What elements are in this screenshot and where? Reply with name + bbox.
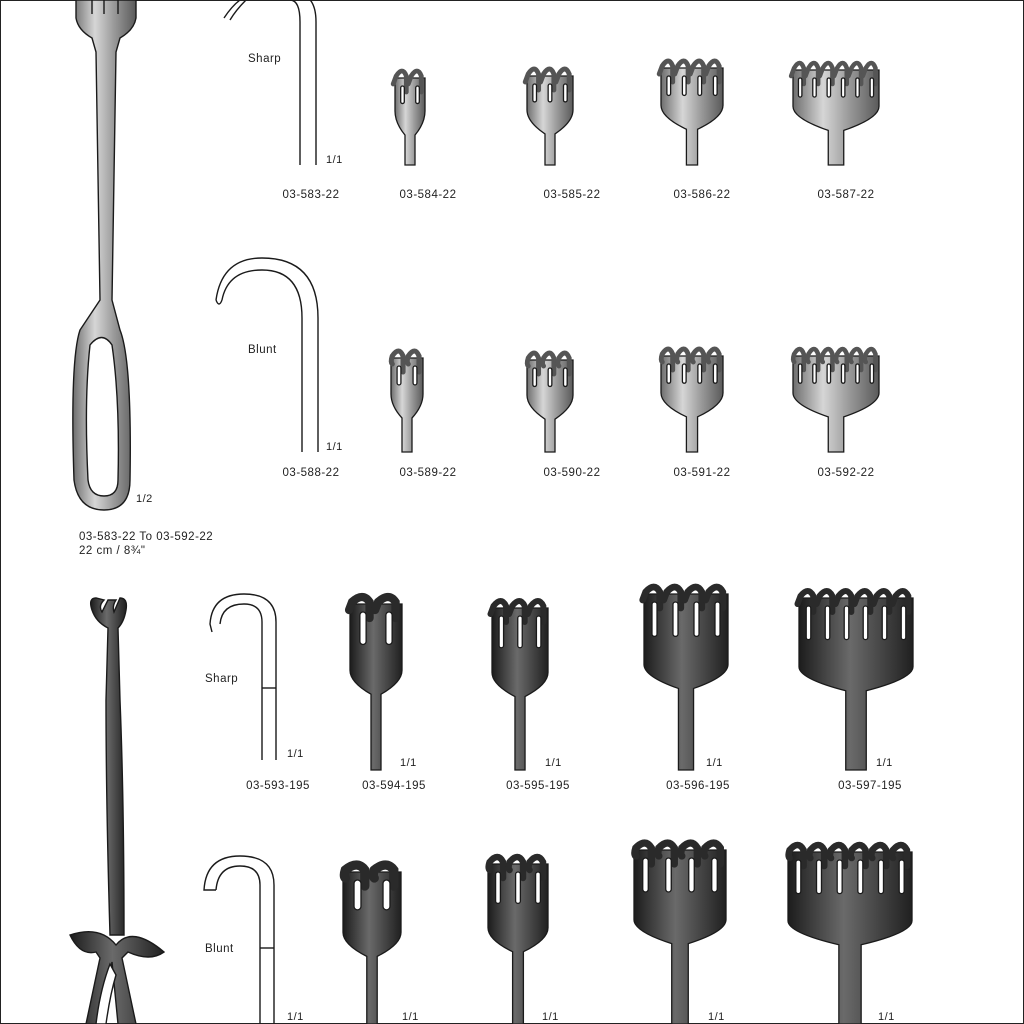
prong-slot <box>673 602 678 636</box>
set2-sharp-label: Sharp <box>205 673 239 685</box>
prong-slot <box>533 84 537 102</box>
prong-slot <box>413 366 417 385</box>
prong-slot <box>496 872 501 903</box>
prong-slot <box>856 364 859 383</box>
rake-blade-13 <box>343 865 401 1024</box>
set1-sharp-label: Sharp <box>248 53 282 65</box>
prong-slot <box>548 84 552 102</box>
rake-blade-12 <box>798 591 913 770</box>
prong-slot <box>386 612 392 645</box>
product-code: 03-592-22 <box>817 467 875 479</box>
prong-slot <box>899 860 904 894</box>
product-code: 03-597-195 <box>838 780 902 792</box>
set1-blunt-label: Blunt <box>248 344 277 356</box>
scale-label: 1/1 <box>402 1011 419 1023</box>
prong-slot <box>870 78 873 97</box>
blade-body <box>343 872 401 1024</box>
prong-slot <box>354 880 361 910</box>
prong-slot <box>360 612 366 645</box>
prong-slot <box>827 78 830 97</box>
rake-blade-16 <box>788 845 912 1024</box>
prong-slot <box>397 366 401 385</box>
prong-slot <box>882 606 887 640</box>
prong-slot <box>518 616 522 648</box>
set2-blunt-hook <box>204 856 274 1024</box>
rake-blade-5 <box>391 351 423 452</box>
prong-slot <box>694 602 699 636</box>
prong-slot <box>533 368 537 387</box>
scale-label: 1/1 <box>400 757 417 769</box>
prong-slot <box>416 86 420 104</box>
prong-slot <box>383 880 390 910</box>
rake-blade-8 <box>793 349 879 452</box>
prong-slot <box>667 364 671 383</box>
product-code: 03-588-22 <box>282 467 340 479</box>
product-code: 03-589-22 <box>399 467 457 479</box>
set2-retractor-handle <box>70 598 164 1024</box>
rake-blade-2 <box>525 69 573 165</box>
scale-label: 1/1 <box>708 1011 725 1023</box>
prong-slot <box>713 364 717 383</box>
prong-slot <box>499 616 503 648</box>
prong-slot <box>682 364 686 383</box>
prong-slot <box>713 76 717 95</box>
prong-slot <box>652 602 657 636</box>
prong-slot <box>643 858 649 892</box>
product-code: 03-585-22 <box>543 189 601 201</box>
rake-blade-6 <box>527 353 573 452</box>
scale-label: 1/1 <box>876 757 893 769</box>
rake-blade-15 <box>634 843 726 1024</box>
blade-body <box>799 598 913 770</box>
prong-slot <box>516 872 521 903</box>
product-code: 03-595-195 <box>506 780 570 792</box>
rake-blade-10 <box>490 601 548 770</box>
prong-slot <box>666 858 672 892</box>
prong-slot <box>844 606 849 640</box>
blade-body <box>350 604 402 770</box>
prong-slot <box>798 78 801 97</box>
prong-slot <box>813 78 816 97</box>
product-code: 03-587-22 <box>817 189 875 201</box>
scale-label: 1/1 <box>542 1011 559 1023</box>
rake-blade-14 <box>488 857 548 1024</box>
set1-size-text: 22 cm / 8¾" <box>79 545 146 557</box>
prong-slot <box>682 76 686 95</box>
prong-slot <box>879 860 884 894</box>
product-code: 03-583-22 <box>282 189 340 201</box>
prong-slot <box>841 364 844 383</box>
scale-label: 1/1 <box>878 1011 895 1023</box>
product-code: 03-596-195 <box>666 780 730 792</box>
product-code: 03-586-22 <box>673 189 731 201</box>
set1-handle-scale: 1/2 <box>136 493 153 505</box>
prong-slot <box>698 364 702 383</box>
set1-sharp-scale: 1/1 <box>326 154 343 166</box>
scale-label: 1/1 <box>706 757 723 769</box>
prong-slot <box>548 368 552 387</box>
rake-blade-11 <box>643 587 728 770</box>
prong-slot <box>667 76 671 95</box>
blade-body <box>788 852 912 1024</box>
prong-slot <box>698 76 702 95</box>
prong-slot <box>827 364 830 383</box>
set1-sharp-hook <box>224 0 316 165</box>
product-code: 03-593-195 <box>246 780 310 792</box>
prong-slot <box>817 860 822 894</box>
prong-slot <box>858 860 863 894</box>
prong-slot <box>796 860 801 894</box>
prong-slot <box>856 78 859 97</box>
product-code: 03-591-22 <box>673 467 731 479</box>
prong-slot <box>689 858 695 892</box>
prong-slot <box>712 858 718 892</box>
rake-blade-4 <box>791 63 879 165</box>
prong-slot <box>536 616 540 648</box>
prong-slot <box>806 606 811 640</box>
prong-slot <box>813 364 816 383</box>
rake-blade-3 <box>659 61 723 165</box>
rake-blades <box>343 61 913 1024</box>
set1-range-text: 03-583-22 To 03-592-22 <box>79 531 214 543</box>
prong-slot <box>870 364 873 383</box>
scale-label: 1/1 <box>287 1011 304 1023</box>
scale-label: 1/1 <box>545 757 562 769</box>
set1-blunt-scale: 1/1 <box>326 441 343 453</box>
rake-blade-9 <box>349 597 402 770</box>
prong-slot <box>901 606 906 640</box>
prong-slot <box>401 86 405 104</box>
product-code: 03-584-22 <box>399 189 457 201</box>
rake-blade-1 <box>393 71 425 165</box>
product-code: 03-590-22 <box>543 467 601 479</box>
prong-slot <box>536 872 541 903</box>
prong-slot <box>837 860 842 894</box>
product-code: 03-594-195 <box>362 780 426 792</box>
prong-slot <box>841 78 844 97</box>
scale-label: 1/1 <box>287 748 304 760</box>
prong-slot <box>798 364 801 383</box>
prong-slot <box>863 606 868 640</box>
rake-blade-7 <box>661 349 723 452</box>
prong-slot <box>563 368 567 387</box>
prong-slot <box>825 606 830 640</box>
prong-slot <box>715 602 720 636</box>
set1-retractor-handle <box>73 0 136 510</box>
prong-slot <box>563 84 567 102</box>
set2-blunt-label: Blunt <box>205 943 234 955</box>
